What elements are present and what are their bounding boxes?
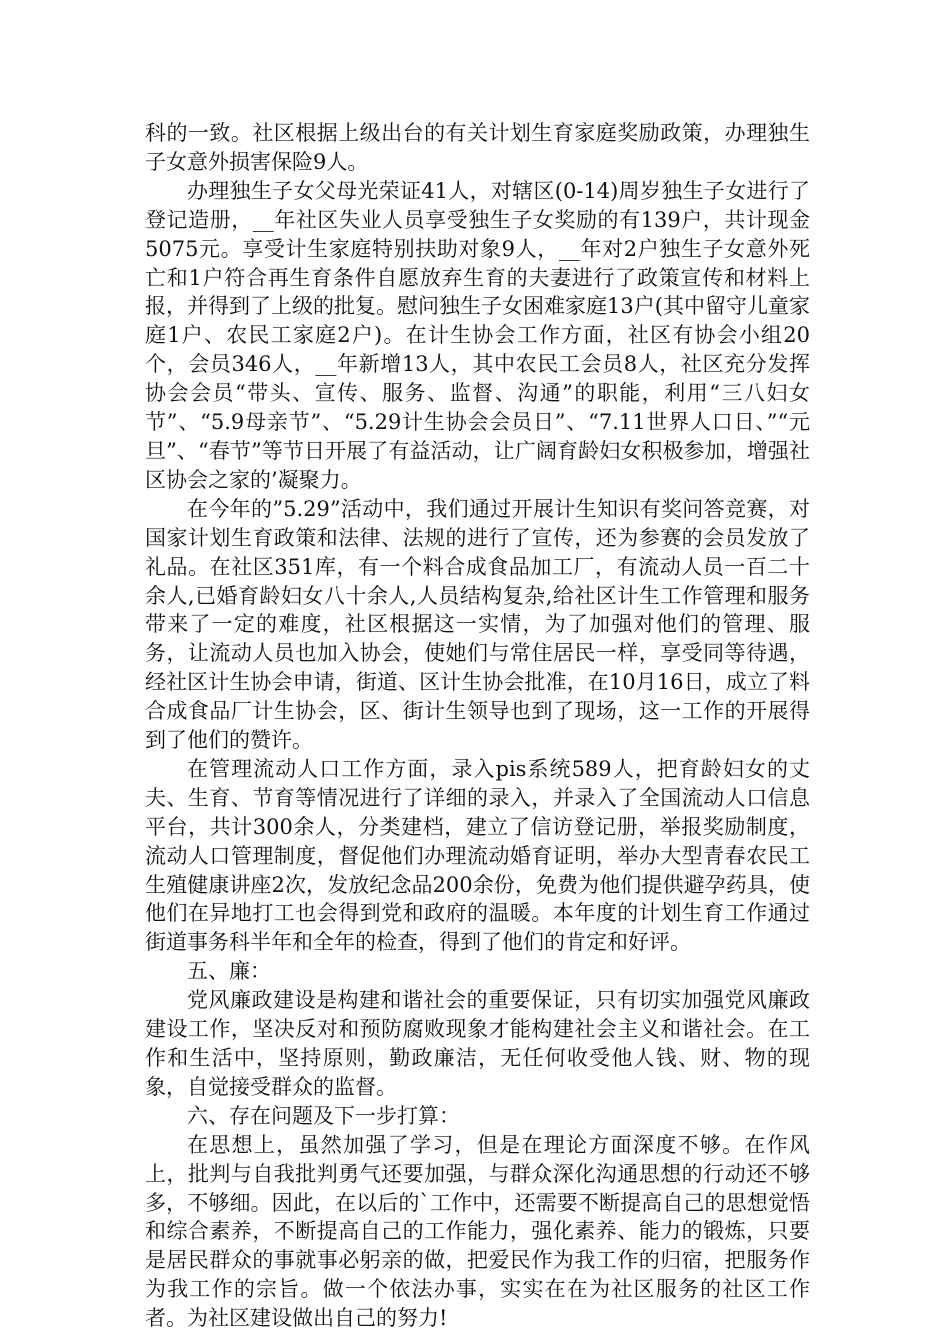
section-heading-6: 六、存在问题及下一步打算： [187, 1103, 460, 1128]
paragraph-4: 在管理流动人口工作方面，录入pis系统589人，把育龄妇女的丈夫、生育、节育等情况进行了详细的录入，并录入了全国流动人口信息平台，共计300余人，分类建档，建立了信访登记册，举报奖励制度，流动人口管理制度，督促他们办理流动婚育证明，举办大型青春农民工生殖健康讲座2次，发放纪念品200余份，免费为他们提供避孕药具，使他们在异地打工也会得到党和政府的温暖。本年度的计划生育工作通过街道事务科半年和全年的检查，得到了他们的肯定和好评。 [145, 756, 810, 955]
paragraph-8: 在思想上，虽然加强了学习，但是在理论方面深度不够。在作风上，批判与自我批判勇气还要加强，与群众深化沟通思想的行动还不够多，不够细。因此，在以后的`工作中，还需要不断提高自己的思想觉悟和综合素养，不断提高自己的工作能力，强化素养、能力的锻炼，只要是居民群众的事就事必躬亲的做，把爱民作为我工作的归宿，把服务作为我工作的宗旨。做一个依法办事，实实在在为社区服务的社区工作者。为社区建设做出自己的努力! [145, 1132, 810, 1331]
document-body [145, 119, 810, 1333]
paragraph-6: 党风廉政建设是构建和谐社会的重要保证，只有切实加强党风廉政建设工作，坚决反对和预防腐败现象才能构建社会主义和谐社会。在工作和生活中，坚持原则，勤政廉洁，无任何收受他人钱、财、物的现象，自觉接受群众的监督。 [145, 988, 810, 1099]
paragraph-3: 在今年的”5.29”活动中，我们通过开展计生知识有奖问答竞赛，对国家计划生育政策和法律、法规的进行了宣传，还为参赛的会员发放了礼品。在社区351库，有一个料合成食品加工厂，有流动人员一百二十余人,已婚育龄妇女八十余人,人员结构复杂,给社区计生工作管理和服务带来了一定的难度，社区根据这一实情，为了加强对他们的管理、服务，让流动人员也加入协会，使她们与常住居民一样，享受同等待遇，经社区计生协会申请，街道、区计生协会批准，在10月16日，成立了料合成食品厂计生协会，区、街计生领导也到了现场，这一工作的开展得到了他们的赞许。 [145, 496, 810, 753]
section-heading-5: 五、廉： [187, 959, 271, 984]
paragraph-2: 办理独生子女父母光荣证41人，对辖区(0-14)周岁独生子女进行了登记造册，__年社区失业人员享受独生子女奖励的有139户，共计现金5075元。享受计生家庭特别扶助对象9人，__年对2户独生子女意外死亡和1户符合再生育条件自愿放弃生育的夫妻进行了政策宣传和材料上报，并得到了上级的批复。慰问独生子女困难家庭13户(其中留守儿童家庭1户、农民工家庭2户)。在计生协会工作方面，社区有协会小组20个，会员346人，__年新增13人，其中农民工会员8人，社区充分发挥协会会员“带头、宣传、服务、监督、沟通”的职能，利用“三八妇女节”、“5.9母亲节”、“5.29计生协会会员日”、“7.11世界人口日、”“元旦”、“春节”等节日开展了有益活动，让广阔育龄妇女积极参加，增强社区协会之家的’凝聚力。 [145, 178, 810, 492]
paragraph-1: 科的一致。社区根据上级出台的有关计划生育家庭奖励政策，办理独生子女意外损害保险9人。 [145, 121, 810, 174]
